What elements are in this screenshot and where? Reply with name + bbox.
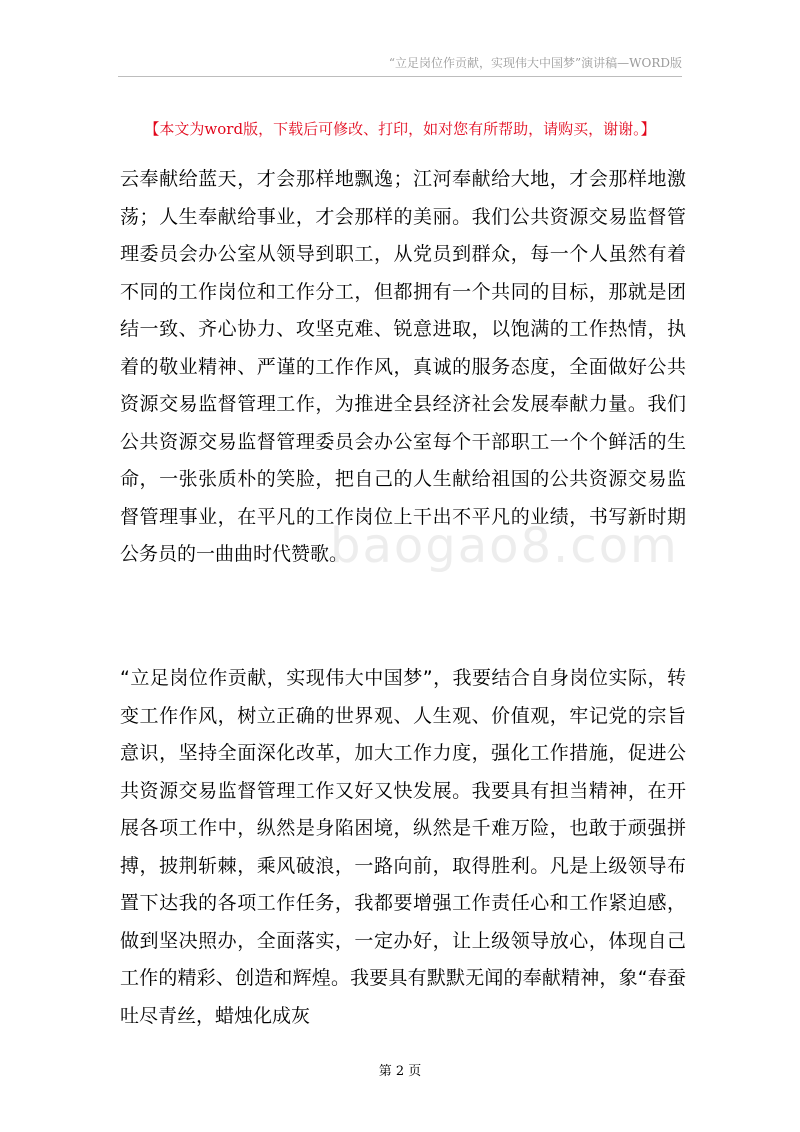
body-paragraph-2: “立足岗位作贡献，实现伟大中国梦”，我要结合自身岗位实际，转变工作作风，树立正确的世界观、人生观、价值观，牢记党的宗旨意识，坚持全面深化改革，加大工作力度，强化工作措施，促进公共资源交易监督管理工作又好又快发展。我要具有担当精神，在开展各项工作中，纵然是身陷困境，纵然是千难万险，也敢于顽强拼搏，披荆斩棘，乘风破浪，一路向前，取得胜利。凡是上级领导布置下达我的各项工作任务，我都要增强工作责任心和工作紧迫感，做到坚决照办，全面落实，一定办好，让上级领导放心，体现自己工作的精彩、创造和辉煌。我要具有默默无闻的奉献精神，象“春蚕吐尽青丝，蜡烛化成灰 (120, 667, 686, 1027)
watermark-text: baogao8.com (330, 518, 679, 574)
download-notice: 【本文为word版，下载后可修改、打印，如对您有所帮助，请购买，谢谢。】 (144, 120, 656, 138)
body-paragraph-1: 云奉献给蓝天，才会那样地飘逸；江河奉献给大地，才会那样地激荡；人生奉献给事业，才会那样的美丽。我们公共资源交易监督管理委员会办公室从领导到职工，从党员到群众，每一个人虽然有着不同的工作岗位和工作分工，但都拥有一个共同的目标，那就是团结一致、齐心协力、攻坚克难、锐意进取，以饱满的工作热情，执着的敬业精神、严谨的工作作风，真诚的服务态度，全面做好公共资源交易监督管理工作，为推进全县经济社会发展奉献力量。我们公共资源交易监督管理委员会办公室每个干部职工一个个鲜活的生命，一张张质朴的笑脸，把自己的人生献给祖国的公共资源交易监督管理事业，在平凡的工作岗位上干出不平凡的业绩，书写新时期公务员的一曲曲时代赞歌。 (120, 168, 686, 565)
page-number: 第 2 页 (378, 1064, 422, 1079)
header-divider (118, 76, 682, 77)
running-header-title: “立足岗位作贡献，实现伟大中国梦”演讲稿—WORD版 (388, 56, 682, 70)
